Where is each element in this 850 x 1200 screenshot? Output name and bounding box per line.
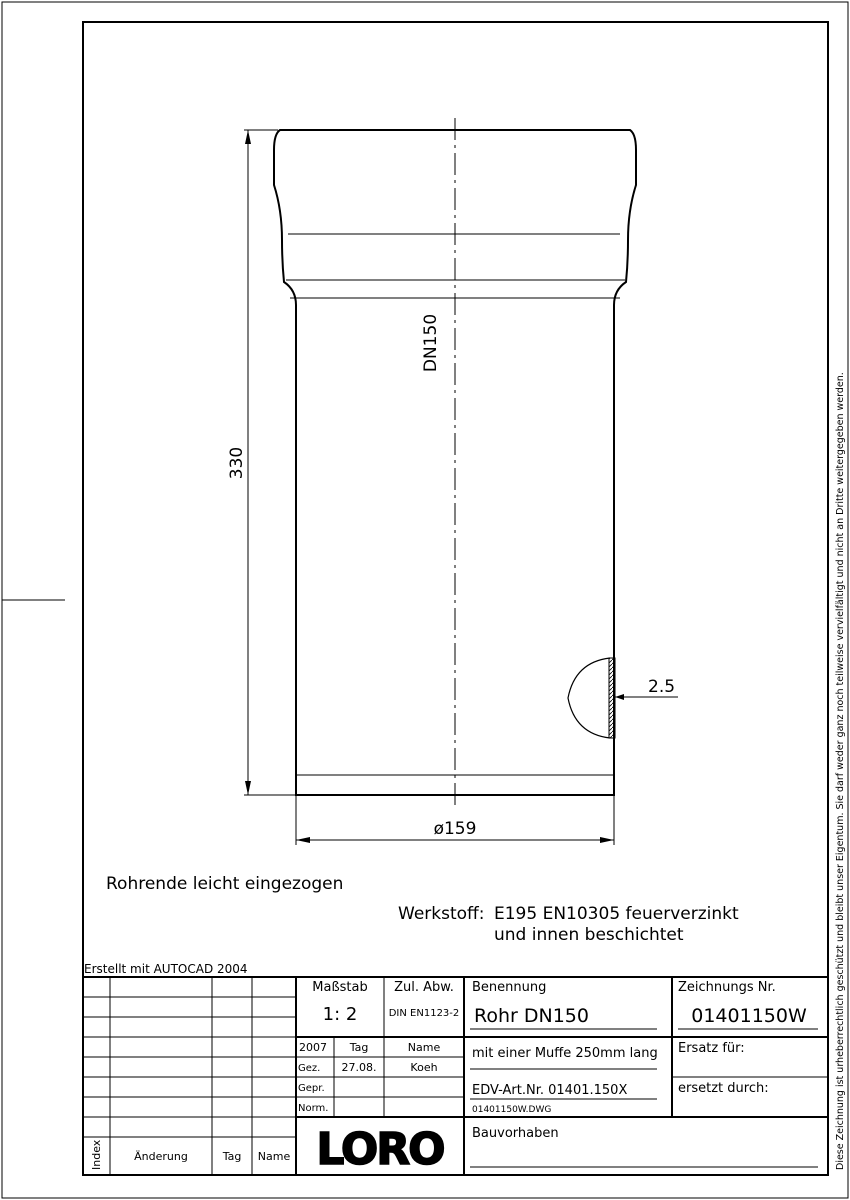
name-header: Name <box>407 1041 441 1054</box>
rev-col-index: Index <box>90 1139 103 1170</box>
wall-dim-arrow <box>615 694 624 700</box>
drawn-label: Gez. <box>298 1063 321 1074</box>
pipe-drawing <box>244 118 678 845</box>
scale-label: Maßstab <box>312 980 368 995</box>
outer-diameter-dimension: ø159 <box>433 819 477 839</box>
wall-section-hatch <box>609 658 615 738</box>
rev-col-change: Änderung <box>134 1150 188 1163</box>
created-with-note: Erstellt mit AUTOCAD 2004 <box>84 962 248 976</box>
rev-col-day: Tag <box>222 1150 242 1163</box>
diameter-arrow-right <box>600 837 614 843</box>
wall-thickness-dimension: 2.5 <box>648 677 676 697</box>
diameter-arrow-left <box>296 837 310 843</box>
file-name: 01401150W.DWG <box>472 1105 552 1115</box>
height-arrow-bottom <box>245 781 251 795</box>
scale-value: 1: 2 <box>322 1004 358 1025</box>
day-header: Tag <box>349 1041 369 1054</box>
material-spec-line1: E195 EN10305 feuerverzinkt <box>494 904 739 924</box>
replaces-label: Ersatz für: <box>678 1041 745 1056</box>
material-label: Werkstoff: <box>398 904 485 924</box>
drawing-number-label: Zeichnungs Nr. <box>678 980 776 995</box>
replaced-by-label: ersetzt durch: <box>678 1081 769 1096</box>
copyright-notice: Diese Zeichnung ist urheberrechtlich geschützt und bleibt unser Eigentum. Sie darf weder ganz noch teilweise vervielfältigt und nicht an Dritte weitergegeben werden. <box>835 372 846 1170</box>
title-label: Benennung <box>472 980 547 995</box>
pipe-end-note: Rohrende leicht eingezogen <box>106 874 344 894</box>
norm-label: Norm. <box>298 1103 329 1114</box>
tolerance-label: Zul. Abw. <box>394 980 454 995</box>
material-spec-line2: und innen beschichtet <box>494 925 684 945</box>
checked-label: Gepr. <box>298 1083 325 1094</box>
drawn-name: Koeh <box>410 1061 438 1074</box>
edp-number: EDV-Art.Nr. 01401.150X <box>472 1083 628 1098</box>
height-dimension: 330 <box>227 446 247 480</box>
height-arrow-top <box>245 130 251 144</box>
wall-detail-outline <box>568 658 610 738</box>
year-cell: 2007 <box>299 1041 327 1054</box>
nominal-diameter-label: DN150 <box>421 313 441 373</box>
title-value: Rohr DN150 <box>474 1005 589 1027</box>
drawn-day: 27.08. <box>341 1061 377 1074</box>
company-logo: LORO <box>316 1124 444 1175</box>
drawing-number: 01401150W <box>691 1005 807 1027</box>
tolerance-value: DIN EN1123-2 <box>388 1008 460 1019</box>
subtitle: mit einer Muffe 250mm lang <box>472 1046 658 1061</box>
project-label: Bauvorhaben <box>472 1126 559 1141</box>
rev-col-name: Name <box>257 1150 291 1163</box>
